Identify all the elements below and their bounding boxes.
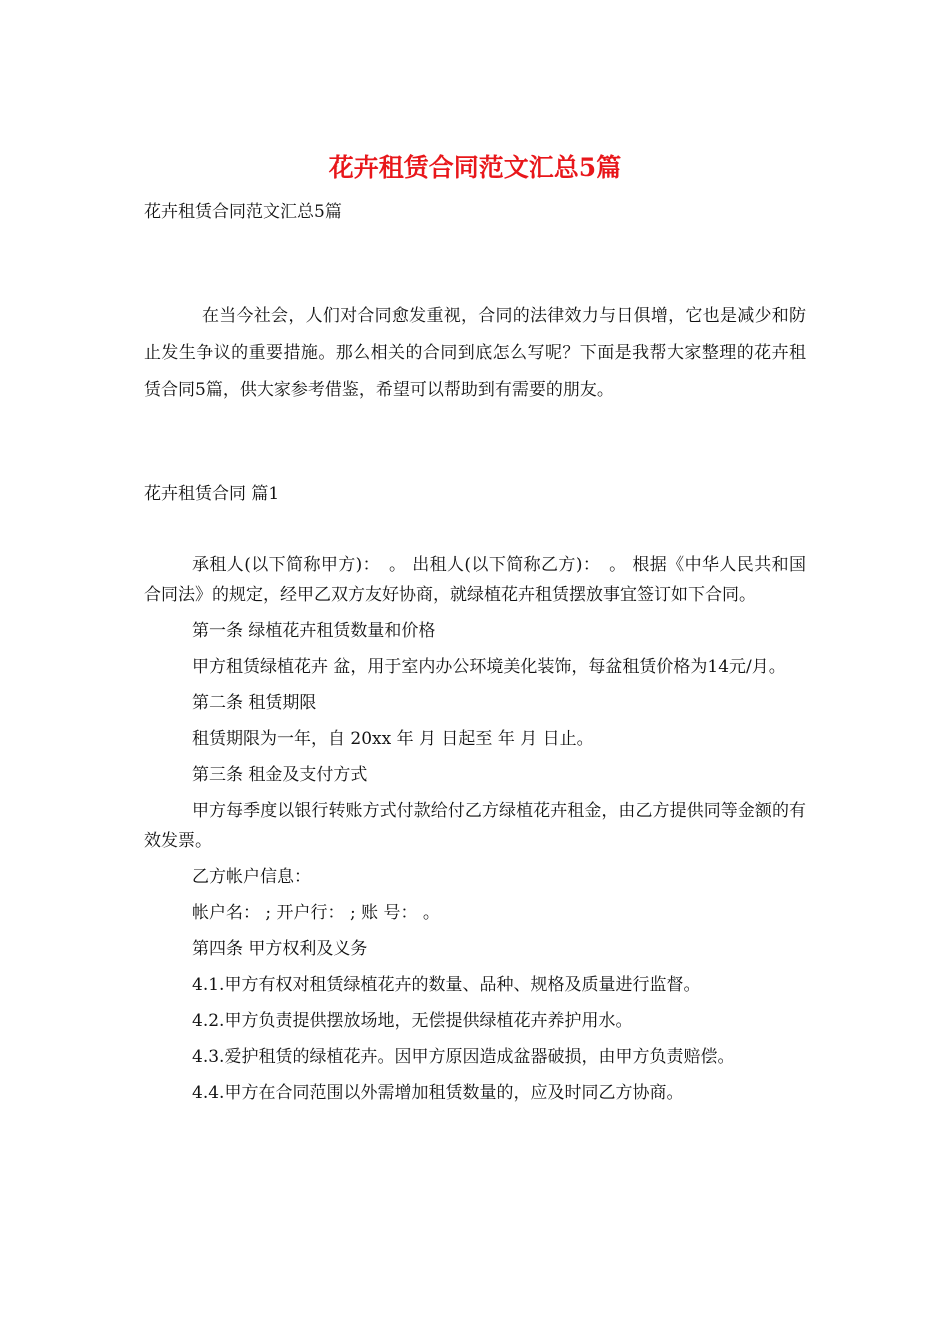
contract-clause: 4.3.爱护租赁的绿植花卉。因甲方原因造成盆器破损，由甲方负责赔偿。 (192, 1047, 735, 1067)
article-heading-2: 第二条 租赁期限 (192, 693, 317, 713)
contract-body (144, 547, 806, 1111)
contract-paragraph: 甲方每季度以银行转账方式付款给付乙方绿植花卉租金，由乙方提供同等金额的有效发票。 (144, 801, 806, 851)
article-heading-1: 第一条 绿植花卉租赁数量和价格 (192, 621, 436, 641)
section-heading: 花卉租赁合同 篇1 (144, 484, 280, 504)
contract-clause: 4.1.甲方有权对租赁绿植花卉的数量、品种、规格及质量进行监督。 (192, 975, 701, 995)
article-heading-4: 第四条 甲方权利及义务 (192, 939, 368, 959)
document-subtitle: 花卉租赁合同范文汇总5篇 (144, 202, 342, 222)
intro-paragraph: 在当今社会，人们对合同愈发重视，合同的法律效力与日俱增，它也是减少和防止发生争议的重要措施。那么相关的合同到底怎么写呢？下面是我帮大家整理的花卉租赁合同5篇，供大家参考借鉴，希望可以帮助到有需要的朋友。 (144, 306, 806, 400)
contract-clause: 4.2.甲方负责提供摆放场地，无偿提供绿植花卉养护用水。 (192, 1011, 633, 1031)
contract-paragraph: 甲方租赁绿植花卉 盆，用于室内办公环境美化装饰，每盆租赁价格为14元/月。 (192, 657, 786, 677)
contract-paragraph: 帐户名： ; 开户行： ; 账 号： 。 (192, 903, 440, 923)
contract-paragraph: 乙方帐户信息： (192, 867, 311, 887)
contract-paragraph-parties: 承租人(以下简称甲方)： 。 出租人(以下简称乙方)： 。 根据《中华人民共和国合同法》的规定，经甲乙双方友好协商，就绿植花卉租赁摆放事宜签订如下合同。 (144, 555, 806, 605)
contract-paragraph: 租赁期限为一年，自 20xx 年 月 日起至 年 月 日止。 (192, 729, 594, 749)
document-title: 花卉租赁合同范文汇总5篇 (328, 153, 622, 182)
contract-clause: 4.4.甲方在合同范围以外需增加租赁数量的，应及时同乙方协商。 (192, 1083, 684, 1103)
article-heading-3: 第三条 租金及支付方式 (192, 765, 368, 785)
